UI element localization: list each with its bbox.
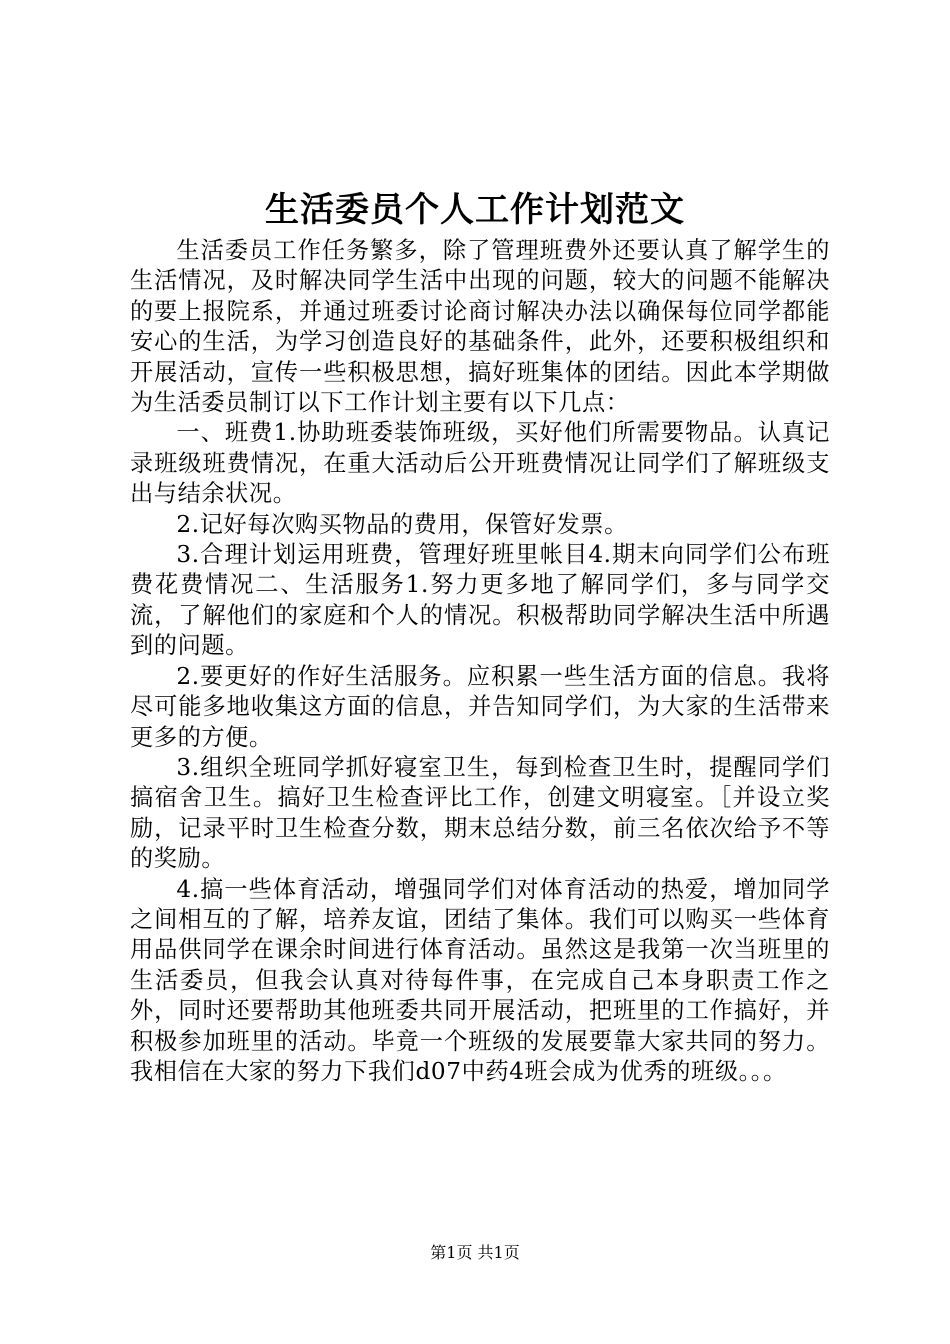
paragraph-receipts: 2.记好每次购买物品的费用，保管好发票。 <box>176 510 628 538</box>
paragraph-dorm-hygiene: 3.组织全班同学抓好寝室卫生，每到检查卫生时，提醒同学们搞宿舍卫生。搞好卫生检查评比工作，创建文明寝室。［并设立奖励，记录平时卫生检查分数，期末总结分数，前三名依次给予不等的奖励。 <box>130 753 830 873</box>
paragraph-class-fee: 一、班费1.协助班委装饰班级，买好他们所需要物品。认真记录班级班费情况，在重大活动后公开班费情况让同学们了解班级支出与结余状况。 <box>130 419 830 508</box>
paragraph-life-service: 2.要更好的作好生活服务。应积累一些生活方面的信息。我将尽可能多地收集这方面的信息，并告知同学们，为大家的生活带来更多的方便。 <box>130 662 830 751</box>
paragraph-accounts-and-service: 3.合理计划运用班费，管理好班里帐目4.期末向同学们公布班费花费情况二、生活服务1.努力更多地了解同学们，多与同学交流，了解他们的家庭和个人的情况。积极帮助同学解决生活中所遇到的问题。 <box>130 541 830 660</box>
paragraph-intro: 生活委员工作任务繁多，除了管理班费外还要认真了解学生的生活情况，及时解决同学生活中出现的问题，较大的问题不能解决的要上报院系，并通过班委讨论商讨解决办法以确保每位同学都能安心的生活，为学习创造良好的基础条件，此外，还要积极组织和开展活动，宣传一些积极思想，搞好班集体的团结。因此本学期做为生活委员制订以下工作计划主要有以下几点： <box>130 237 830 417</box>
paragraph-sports-activities: 4.搞一些体育活动，增强同学们对体育活动的热爱，增加同学之间相互的了解，培养友谊，团结了集体。我们可以购买一些体育用品供同学在课余时间进行体育活动。虽然这是我第一次当班里的生活委员，但我会认真对待每件事，在完成自己本身职责工作之外，同时还要帮助其他班委共同开展活动，把班里的工作搞好，并积极参加班里的活动。毕竟一个班级的发展要靠大家共同的努力。我相信在大家的努力下我们d07中药4班会成为优秀的班级。。。 <box>130 875 830 1085</box>
document-title: 生活委员个人工作计划范文 <box>265 190 685 230</box>
document-body <box>130 236 830 1087</box>
page-number-footer: 第1页 共1页 <box>430 1243 520 1262</box>
